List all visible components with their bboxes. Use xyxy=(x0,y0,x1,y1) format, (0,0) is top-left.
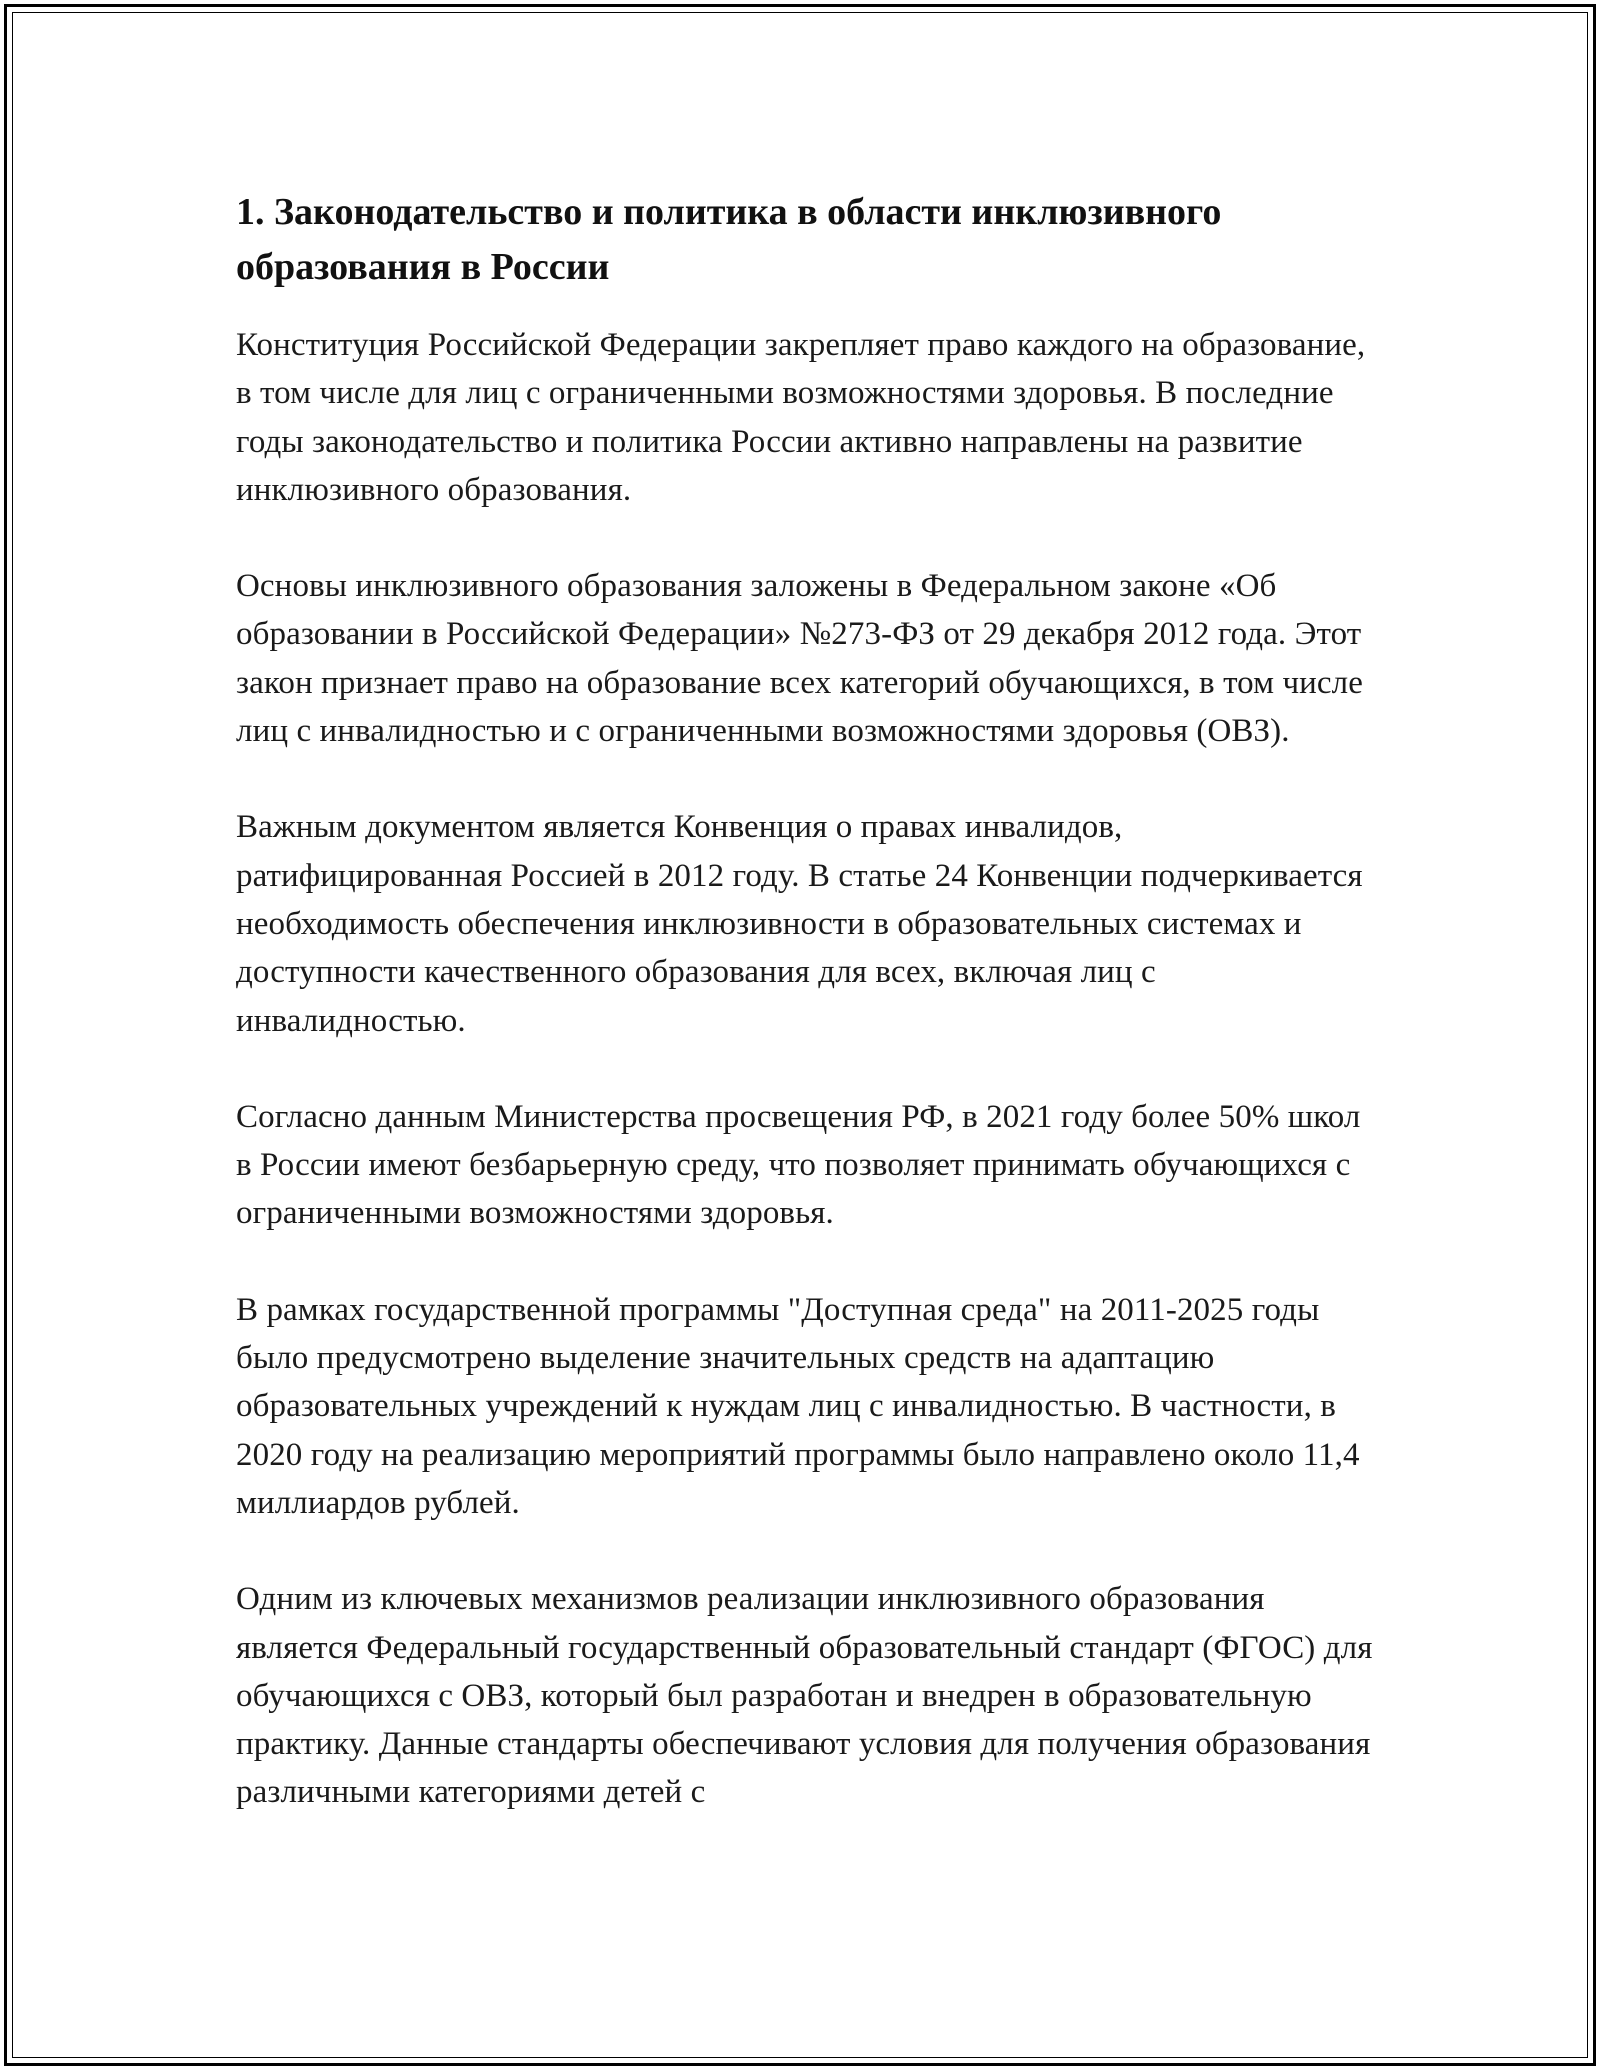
paragraph-ministry-data: Согласно данным Министерства просвещения РФ, в 2021 году более 50% школ в России имеют безбарьерную среду, что позволяет принимать обучающихся с ограниченными возможностями здоровья. xyxy=(236,1098,1361,1232)
paragraph-federal-law: Основы инклюзивного образования заложены в Федеральном законе «Об образовании в Российской Федерации» №273-ФЗ от 29 декабря 2012 года. Этот закон признает право на образование всех категорий обучающихся, в том числе лиц с инвалидностью и с ограниченными возможностями здоровья (ОВЗ). xyxy=(236,568,1363,750)
section-title: 1. Законодательство и политика в области инклюзивного образования в России xyxy=(236,191,1222,288)
paragraph-convention: Важным документом является Конвенция о правах инвалидов, ратифицированная Россией в 2012 году. В статье 24 Конвенции подчеркивается необходимость обеспечения инклюзивности в образовательных системах и доступности качественного образования для всех, включая лиц с инвалидностью. xyxy=(236,809,1363,1039)
paragraph-fgos: Одним из ключевых механизмов реализации инклюзивного образования является Федеральный государственный образовательный стандарт (ФГОС) для обучающихся с ОВЗ, который был разработан и внедрен в образовательную практику. Данные стандарты обеспечивают условия для получения образования различными категориями детей с xyxy=(236,1581,1373,1811)
paragraph-accessible-environment: В рамках государственной программы "Доступная среда" на 2011-2025 годы было предусмотрено выделение значительных средств на адаптацию образовательных учреждений к нуждам лиц с инвалидностью. В частности, в 2020 году на реализацию мероприятий программы было направлено около 11,4 миллиардов рублей. xyxy=(236,1291,1360,1521)
document-body xyxy=(236,185,1376,1865)
paragraph-constitution: Конституция Российской Федерации закрепляет право каждого на образование, в том числе для лиц с ограниченными возможностями здоровья. В последние годы законодательство и политика России активно направлены на развитие инклюзивного образования. xyxy=(236,327,1366,508)
